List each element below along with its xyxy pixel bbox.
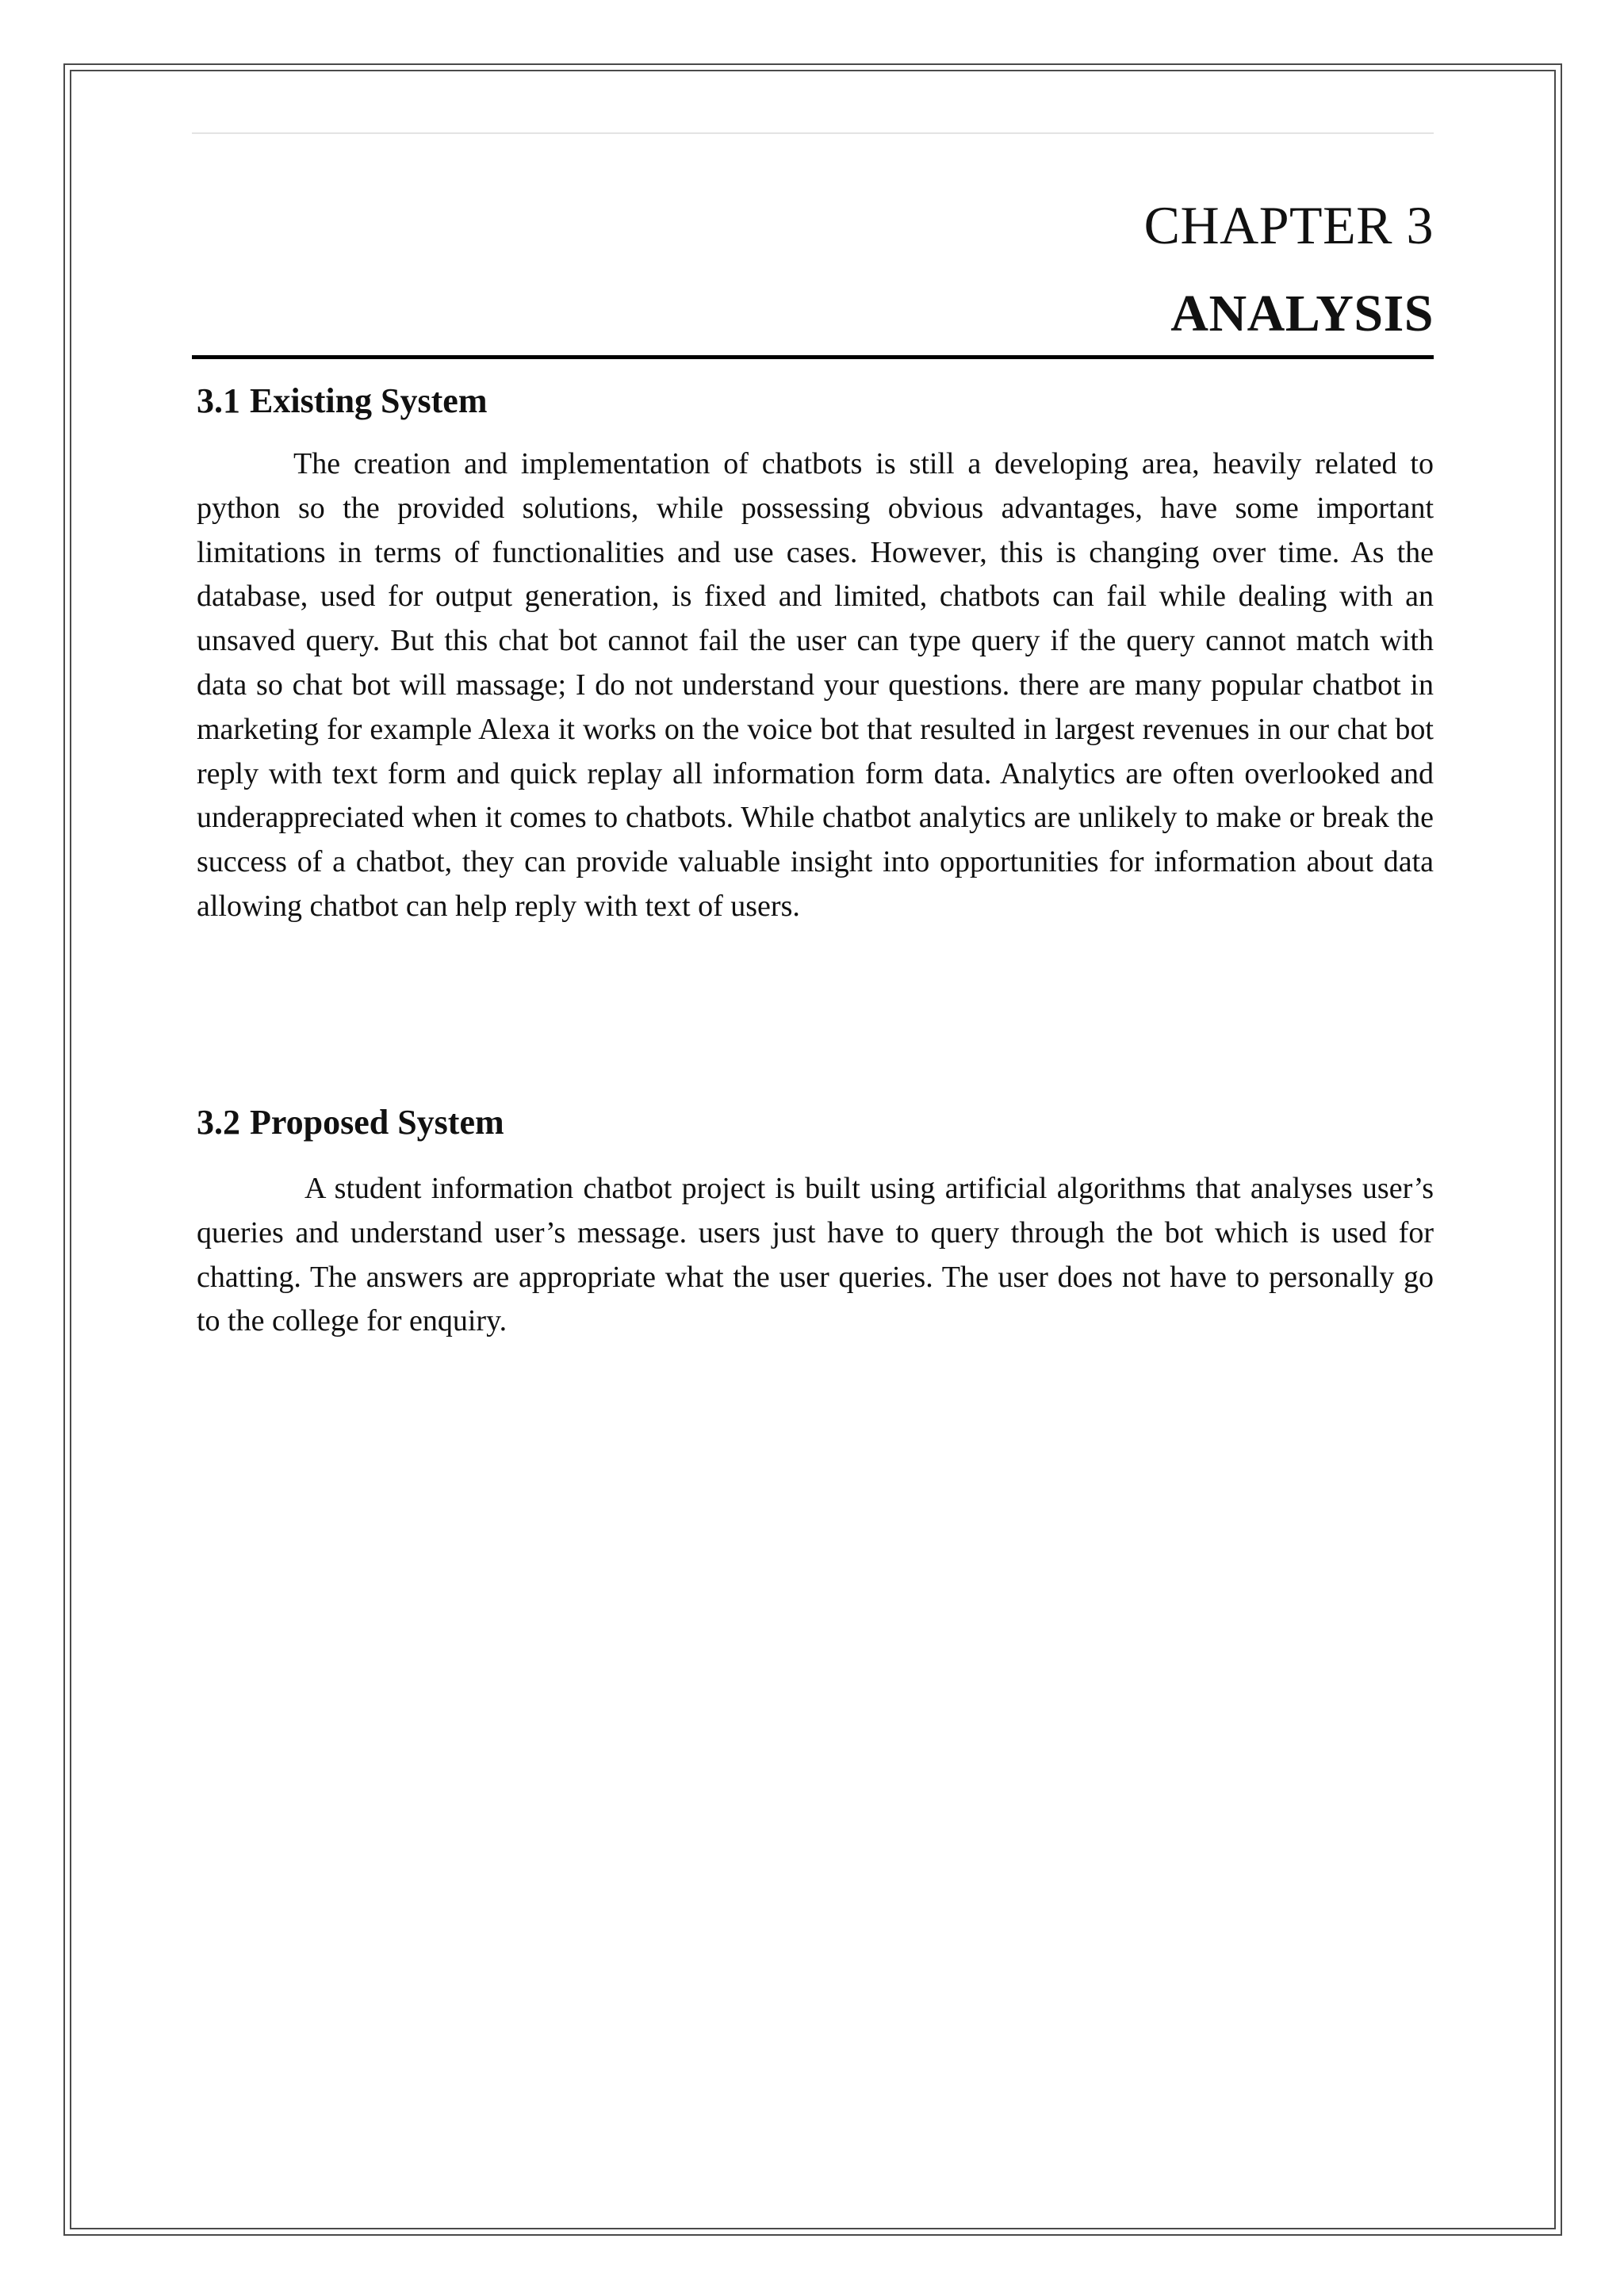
- section-body-existing-system: The creation and implementation of chatbots is still a developing area, heavily related to python so the provided solutions, while possessing obvious advantages, have some important limitations in terms of functionalities and use cases. However, this is changing over time. As the database, used for output generation, is fixed and limited, chatbots can fail while dealing with an unsaved query. But this chat bot cannot fail the user can type query if the query cannot match with data so chat bot will massage; I do not understand your questions. there are many popular chatbot in marketing for example Alexa it works on the voice bot that resulted in largest revenues in our chat bot reply with text form and quick replay all information form data. Analytics are often overlooked and underappreciated when it comes to chatbots. While chatbot analytics are unlikely to make or break the success of a chatbot, they can provide valuable insight into opportunities for information about data allowing chatbot can help reply with text of users.: [197, 447, 1434, 923]
- section-heading-existing-system: [197, 379, 487, 423]
- section-body-proposed-system: A student information chatbot project is built using artificial algorithms that analyses user’s queries and understand user’s message. users just have to query through the bot which is used for chatting. The answers are appropriate what the user queries. The user does not have to personally go to the college for enquiry.: [197, 1172, 1434, 1338]
- section-title: Proposed System: [250, 1103, 504, 1142]
- section-title: Existing System: [250, 381, 488, 420]
- section-number: 3.2: [197, 1103, 240, 1142]
- section-number: 3.1: [197, 381, 240, 420]
- header-rule: [192, 132, 1434, 134]
- chapter-title-rule: [192, 355, 1434, 359]
- section-heading-proposed-system: [197, 1100, 504, 1145]
- chapter-title: ANALYSIS: [1170, 285, 1434, 342]
- chapter-label: CHAPTER 3: [1143, 195, 1434, 255]
